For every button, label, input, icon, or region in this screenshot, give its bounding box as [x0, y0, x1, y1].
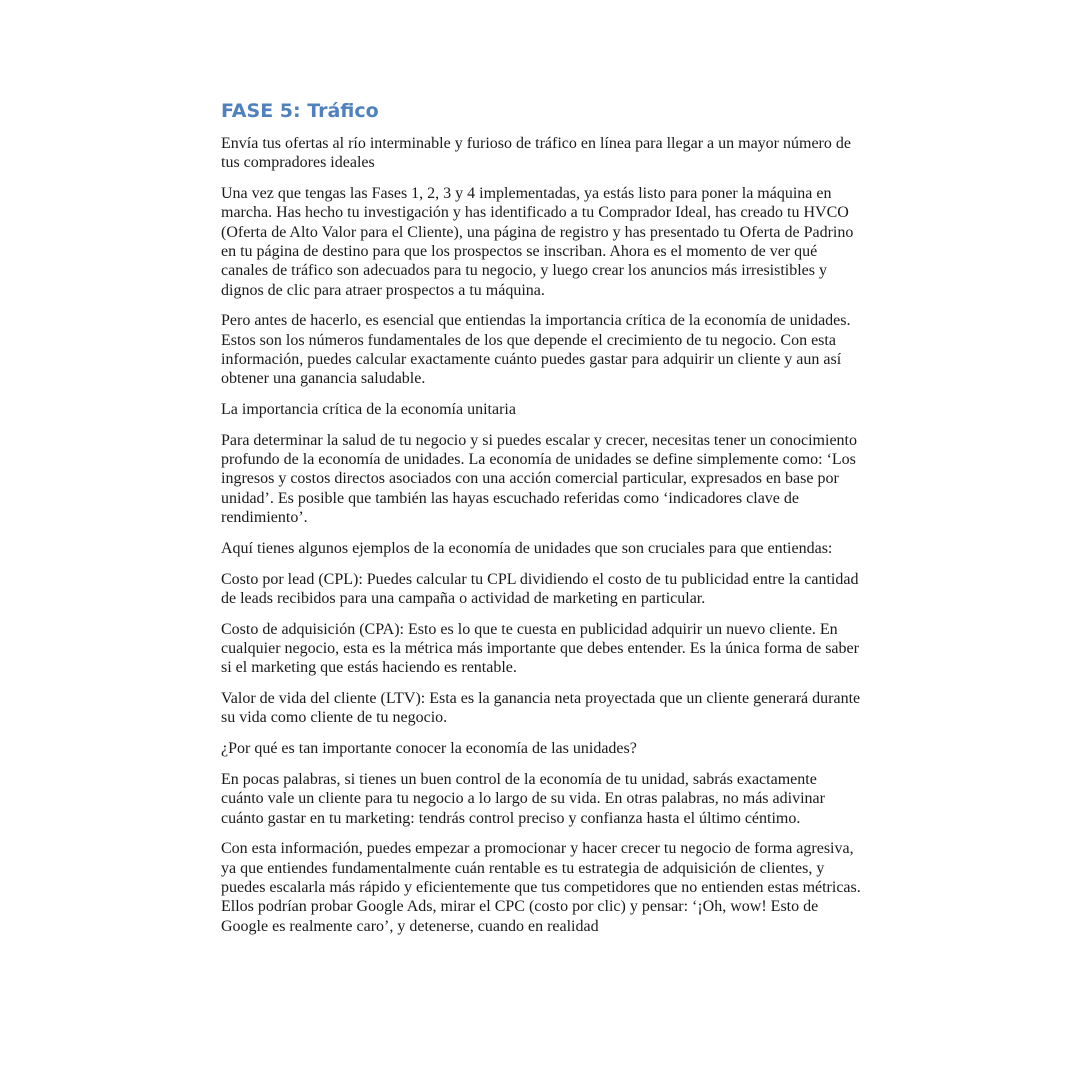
paragraph-unit-economics: Pero antes de hacerlo, es esencial que entiendas la importancia crítica de la economía de unidades. Estos son los números fundamentales de los que depende el crecimiento de tu negocio. Con esta información, puedes calcular exactamente cuánto puedes gastar para adquirir un cliente y aun así obtener una ganancia saludable. [221, 312, 851, 388]
document-page [221, 98, 863, 947]
subheading-unit-economics: La importancia crítica de la economía unitaria [221, 401, 516, 419]
subheading-why-important: ¿Por qué es tan importante conocer la economía de las unidades? [221, 740, 637, 758]
paragraph-cpa: Costo de adquisición (CPA): Esto es lo que te cuesta en publicidad adquirir un nuevo cliente. En cualquier negocio, esta es la métrica más importante que debes entender. Es la única forma de saber si el marketing que estás haciendo es rentable. [221, 620, 859, 677]
paragraph-ltv: Valor de vida del cliente (LTV): Esta es la ganancia neta proyectada que un cliente generará durante su vida como cliente de tu negocio. [221, 690, 861, 727]
paragraph-definition: Para determinar la salud de tu negocio y si puedes escalar y crecer, necesitas tener un conocimiento profundo de la economía de unidades. La economía de unidades se define simplemente como: ‘Los ingresos y costos directos asociados con una acción comercial particular, expresados en base por unidad’. Es posible que también las hayas escuchado referidas como ‘indicadores clave de rendimiento’. [221, 431, 857, 527]
paragraph-in-short: En pocas palabras, si tienes un buen control de la economía de tu unidad, sabrás exactamente cuánto vale un cliente para tu negocio a lo largo de su vida. En otras palabras, no más adivinar cuánto gastar en tu marketing: tendrás control preciso y confianza hasta el último céntimo. [221, 771, 825, 827]
paragraph-intro: Envía tus ofertas al río interminable y furioso de tráfico en línea para llegar a un mayor número de tus compradores ideales [221, 135, 851, 172]
paragraph-with-this-info: Con esta información, puedes empezar a promocionar y hacer crecer tu negocio de forma agresiva, ya que entiendes fundamentalmente cuán rentable es tu estrategia de adquisición de clientes, y puedes escalarla más rápido y eficientemente que tus competidores que no entienden estas métricas. Ellos podrían probar Google Ads, mirar el CPC (costo por clic) y pensar: ‘¡Oh, wow! Esto de Google es realmente caro’, y detenerse, cuando en realidad [221, 840, 861, 935]
paragraph-examples-intro: Aquí tienes algunos ejemplos de la economía de unidades que son cruciales para que entiendas: [221, 539, 833, 557]
paragraph-cpl: Costo por lead (CPL): Puedes calcular tu CPL dividiendo el costo de tu publicidad entre la cantidad de leads recibidos para una campaña o actividad de marketing en particular. [221, 570, 859, 607]
page-title: FASE 5: Tráfico [221, 100, 379, 122]
paragraph-phases: Una vez que tengas las Fases 1, 2, 3 y 4 implementadas, ya estás listo para poner la máquina en marcha. Has hecho tu investigación y has identificado a tu Comprador Ideal, has creado tu HVCO (Oferta de Alto Valor para el Cliente), una página de registro y has presentado tu Oferta de Padrino en tu página de destino para que los prospectos se inscriban. Ahora es el momento de ver qué canales de tráfico son adecuados para tu negocio, y luego crear los anuncios más irresistibles y dignos de clic para atraer prospectos a tu máquina. [221, 185, 854, 299]
